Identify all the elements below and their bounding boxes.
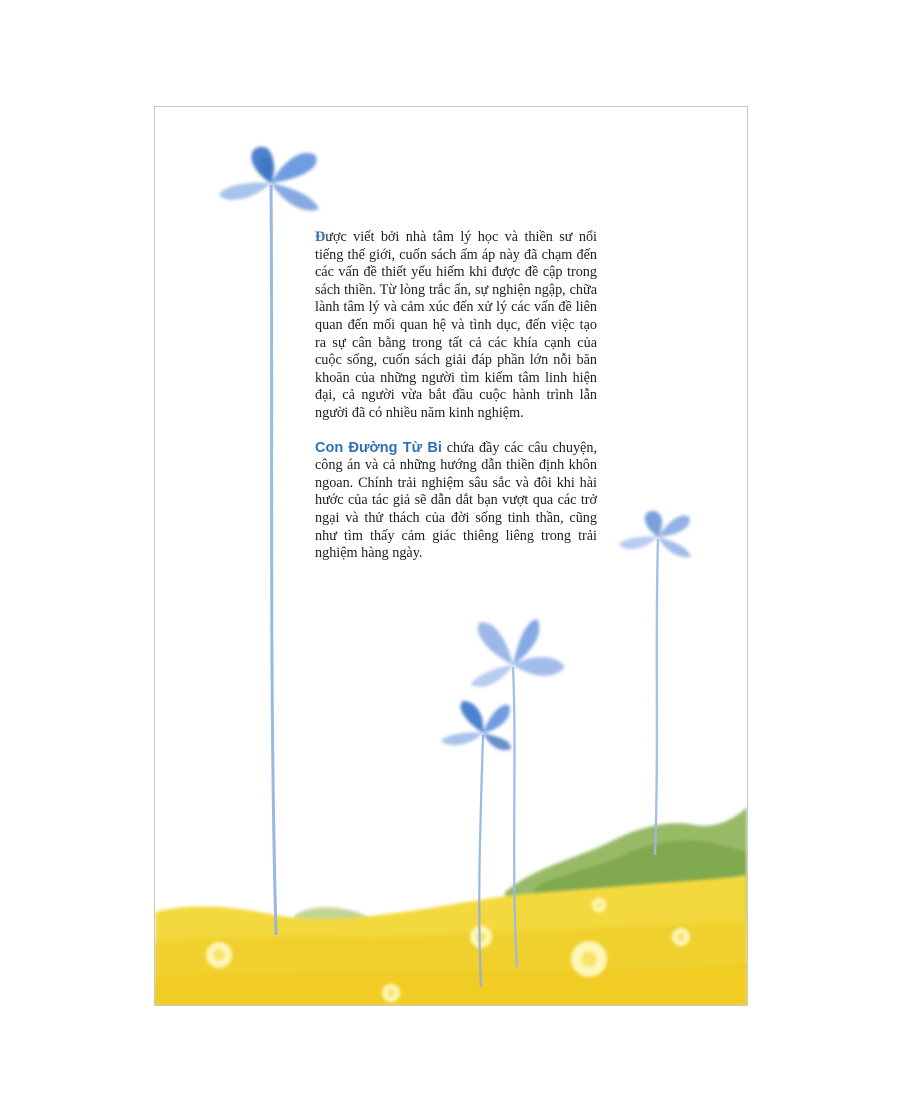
- blurb-paragraph-1: [315, 229, 597, 423]
- drop-cap: Đ: [315, 229, 326, 245]
- blurb-paragraph-2-text: chứa đầy các câu chuyện, công án và cả những hướng dẫn thiền định khôn ngoan. Chính trải nghiệm sâu sắc và đôi khi hài hước của tác giả sẽ dẫn dắt bạn vượt qua các trở ngại và thử thách của đời sống tinh thần, cũng như tìm thấy cảm giác thiêng liêng trong trải nghiệm hàng ngày.: [315, 439, 597, 562]
- back-cover: [154, 106, 748, 1006]
- book-title: Con Đường Từ Bi: [315, 439, 442, 456]
- back-cover-blurb: [315, 229, 597, 563]
- blurb-paragraph-1-text: ược viết bởi nhà tâm lý học và thiền sư nổi tiếng thế giới, cuốn sách ấm áp này đã chạm đến các vấn đề thiết yếu hiếm khi được đề cập trong sách thiền. Từ lòng trắc ẩn, sự nghiện ngập, chữa lành tâm lý và cảm xúc đến xử lý các vấn đề liên quan đến mối quan hệ và tình dục, đến việc tạo ra sự cân bằng trong tất cả các khía cạnh của cuộc sống, cuốn sách giải đáp phần lớn nỗi băn khoăn của những người tìm kiếm tâm linh hiện đại, cả người vừa bắt đầu cuộc hành trình lẫn người đã có nhiều năm kinh nghiệm.: [315, 229, 597, 421]
- blue-flower-left: [219, 147, 319, 935]
- yellow-meadow: [155, 875, 747, 1005]
- blurb-paragraph-2: [315, 440, 597, 563]
- blue-flower-right: [619, 511, 691, 855]
